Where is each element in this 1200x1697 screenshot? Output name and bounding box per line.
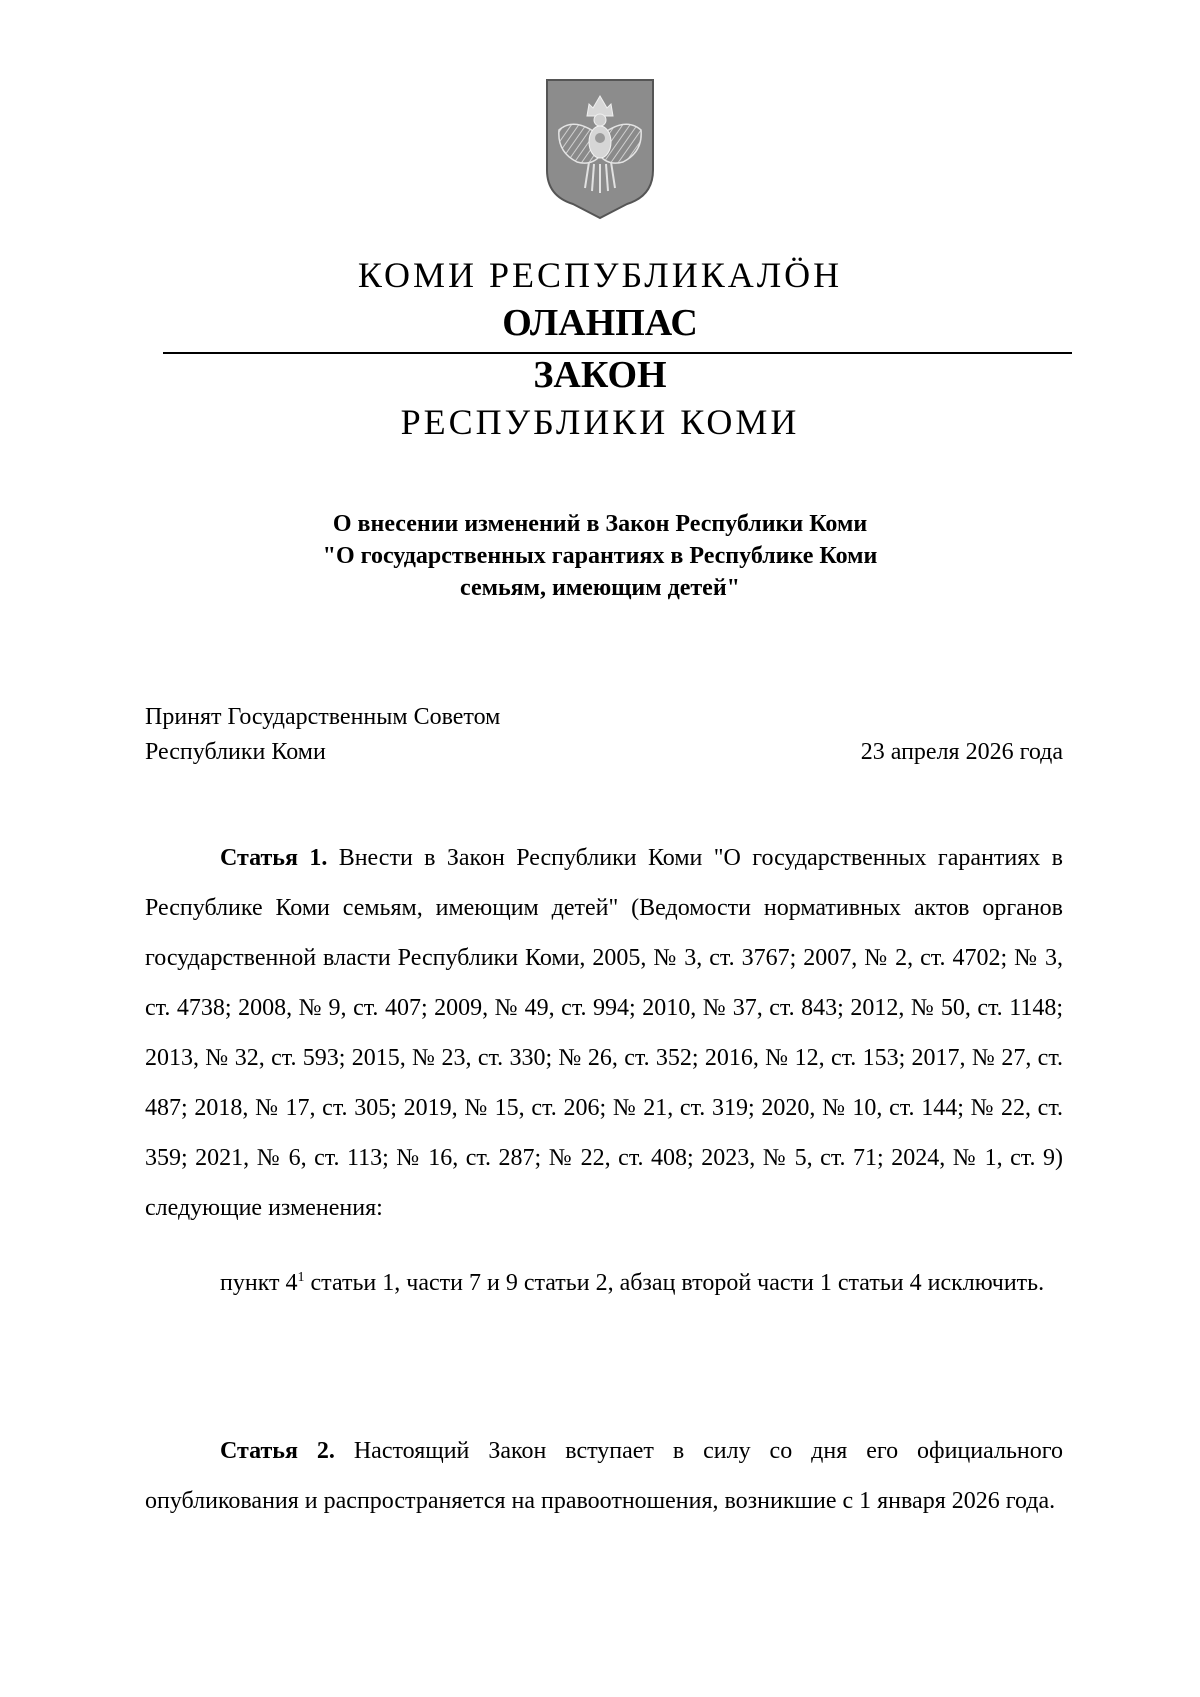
article-1-text: Внести в Закон Республики Коми "О государственных гарантиях в Республике Коми семьям, имеющим детей" (Ведомости нормативных актов органов государственной власти Республики Коми, 2005, № 3, ст. 3767; 2007, № 2, ст. 4702; № 3, ст. 4738; 2008, № 9, ст. 407; 2009, № 49, ст. 994; 2010, № 37, ст. 843; 2012, № 50, ст. 1148; 2013, № 32, ст. 593; 2015, № 23, ст. 330; № 26, ст. 352; 2016, № 12, ст. 153; 2017, № 27, ст. 487; 2018, № 17, ст. 305; 2019, № 15, ст. 206; № 21, ст. 319; 2020, № 10, ст. 144; № 22, ст. 359; 2021, № 6, ст. 113; № 16, ст. 287; № 22, ст. 408; 2023, № 5, ст. 71; 2024, № 1, ст. 9) следующие изменения: xyxy=(145,845,1063,1221)
adoption-date: 23 апреля 2026 года xyxy=(860,739,1063,765)
header-komi-republic: КОМИ РЕСПУБЛИКАЛÖН xyxy=(357,255,843,295)
adoption-line-1: Принят Государственным Советом xyxy=(145,704,501,730)
article-2-text: Настоящий Закон вступает в силу со дня его официального опубликования и распространяется на правоотношения, возникшие с 1 января 2026 года. xyxy=(145,1438,1063,1514)
law-title-line: О внесении изменений в Закон Республики Коми xyxy=(332,511,868,537)
header-zakon: ЗАКОН xyxy=(533,354,667,396)
komi-coat-of-arms-icon xyxy=(545,78,655,220)
article-1-paragraph xyxy=(145,833,1063,1233)
header-republic-komi: РЕСПУБЛИКИ КОМИ xyxy=(400,402,800,442)
article-1-item-superscript: 1 xyxy=(297,1270,305,1285)
law-title xyxy=(0,508,1200,604)
adoption-info xyxy=(145,700,500,770)
header-olanpas: ОЛАНПАС xyxy=(502,302,698,344)
law-title-line: семьям, имеющим детей" xyxy=(460,575,740,601)
article-1-item-start: пункт 4 xyxy=(220,1270,298,1296)
adoption-line-2: Республики Коми xyxy=(145,739,326,765)
article-1-item xyxy=(145,1258,1063,1308)
article-1-label: Статья 1. xyxy=(220,845,328,871)
article-2-label: Статья 2. xyxy=(220,1438,335,1464)
law-title-line: "О государственных гарантиях в Республике Коми xyxy=(322,543,878,569)
article-1-item-rest: статьи 1, части 7 и 9 статьи 2, абзац второй части 1 статьи 4 исключить. xyxy=(304,1270,1045,1296)
article-2-paragraph xyxy=(145,1426,1063,1526)
